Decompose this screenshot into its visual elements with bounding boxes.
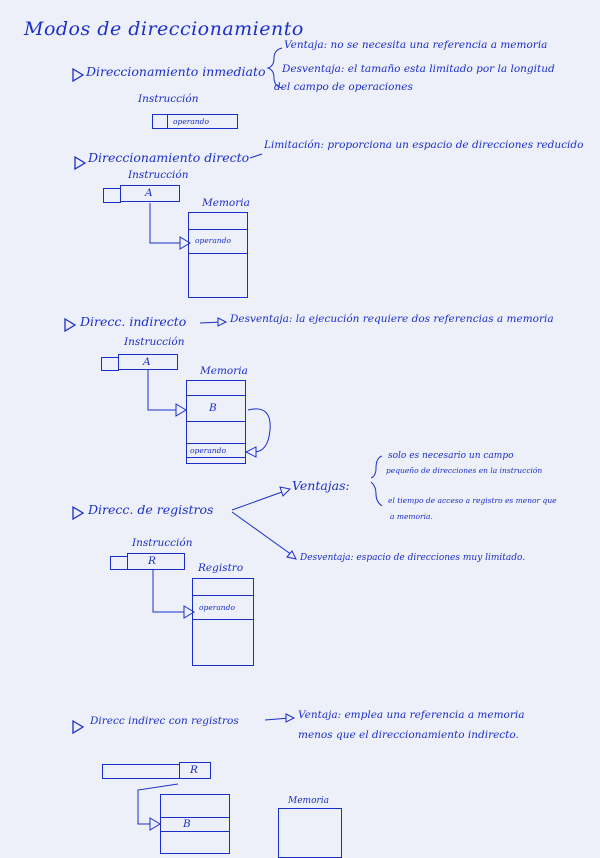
limitacion-text: Limitación: proporciona un espacio de direcciones reducido bbox=[264, 139, 584, 151]
register-block bbox=[192, 578, 254, 666]
memory-label: Memoria bbox=[202, 197, 250, 209]
bullet-triangle-icon bbox=[72, 68, 84, 82]
ventaja-1-text: solo es necesario un campo bbox=[388, 451, 514, 461]
memory-label: Memoria bbox=[288, 796, 330, 806]
opcode-field bbox=[110, 556, 128, 570]
ventaja-text: Ventaja: emplea una referencia a memoria bbox=[298, 709, 525, 721]
desventaja-text: Desventaja: el tamaño esta limitado por la longitud bbox=[282, 63, 555, 75]
register-cell-b: B bbox=[183, 818, 191, 830]
bullet-triangle-icon bbox=[72, 506, 84, 520]
address-field: A bbox=[120, 185, 180, 202]
ventaja-text: Ventaja: no se necesita una referencia a memoria bbox=[284, 39, 548, 51]
bullet-triangle-icon bbox=[74, 156, 86, 170]
opcode-field bbox=[103, 188, 121, 203]
bullet-triangle-icon bbox=[64, 318, 76, 332]
bullet-triangle-icon bbox=[72, 720, 84, 734]
memory-label: Memoria bbox=[200, 365, 248, 377]
register-block bbox=[160, 794, 230, 854]
section-heading-directo: Direccionamiento directo bbox=[88, 150, 250, 165]
section-heading-indirecto: Direcc. indirecto bbox=[80, 314, 187, 329]
ventaja-2-text-cont: a memoria. bbox=[390, 512, 433, 521]
operand-cell: operando bbox=[190, 446, 226, 455]
instruction-label: Instrucción bbox=[128, 169, 189, 181]
register-label: Registro bbox=[198, 562, 244, 574]
instruction-box bbox=[152, 114, 238, 129]
instruction-label: Instrucción bbox=[138, 93, 199, 105]
ventajas-label: Ventajas: bbox=[292, 478, 350, 493]
memory-block bbox=[188, 212, 248, 298]
section-heading-inmediato: Direccionamiento inmediato bbox=[86, 64, 266, 79]
instruction-box bbox=[102, 764, 180, 779]
memory-cell-b: B bbox=[209, 402, 217, 414]
section-heading-indirecto-registros: Direcc indirec con registros bbox=[90, 715, 239, 727]
desventaja-text: Desventaja: espacio de direcciones muy limitado. bbox=[300, 553, 526, 563]
instruction-label: Instrucción bbox=[132, 537, 193, 549]
opcode-field bbox=[101, 357, 119, 371]
operand-field: operando bbox=[173, 117, 209, 126]
ventaja-1-text-cont: pequeño de direcciones en la instrucción bbox=[386, 466, 543, 475]
desventaja-text: Desventaja: la ejecución requiere dos referencias a memoria bbox=[230, 313, 554, 325]
memory-block bbox=[278, 808, 342, 858]
operand-cell: operando bbox=[195, 236, 231, 245]
operand-cell: operando bbox=[199, 603, 235, 612]
register-field: R bbox=[127, 553, 185, 570]
desventaja-text-cont: del campo de operaciones bbox=[274, 81, 413, 93]
section-heading-registros: Direcc. de registros bbox=[88, 502, 214, 517]
ventaja-text-cont: menos que el direccionamiento indirecto. bbox=[298, 729, 519, 741]
instruction-label: Instrucción bbox=[124, 336, 185, 348]
opcode-field bbox=[152, 114, 168, 129]
page-title: Modos de direccionamiento bbox=[24, 18, 304, 40]
address-field: A bbox=[118, 354, 178, 370]
ventaja-2-text: el tiempo de acceso a registro es menor que bbox=[388, 496, 557, 505]
memory-block bbox=[186, 380, 246, 464]
register-field: R bbox=[179, 762, 211, 779]
